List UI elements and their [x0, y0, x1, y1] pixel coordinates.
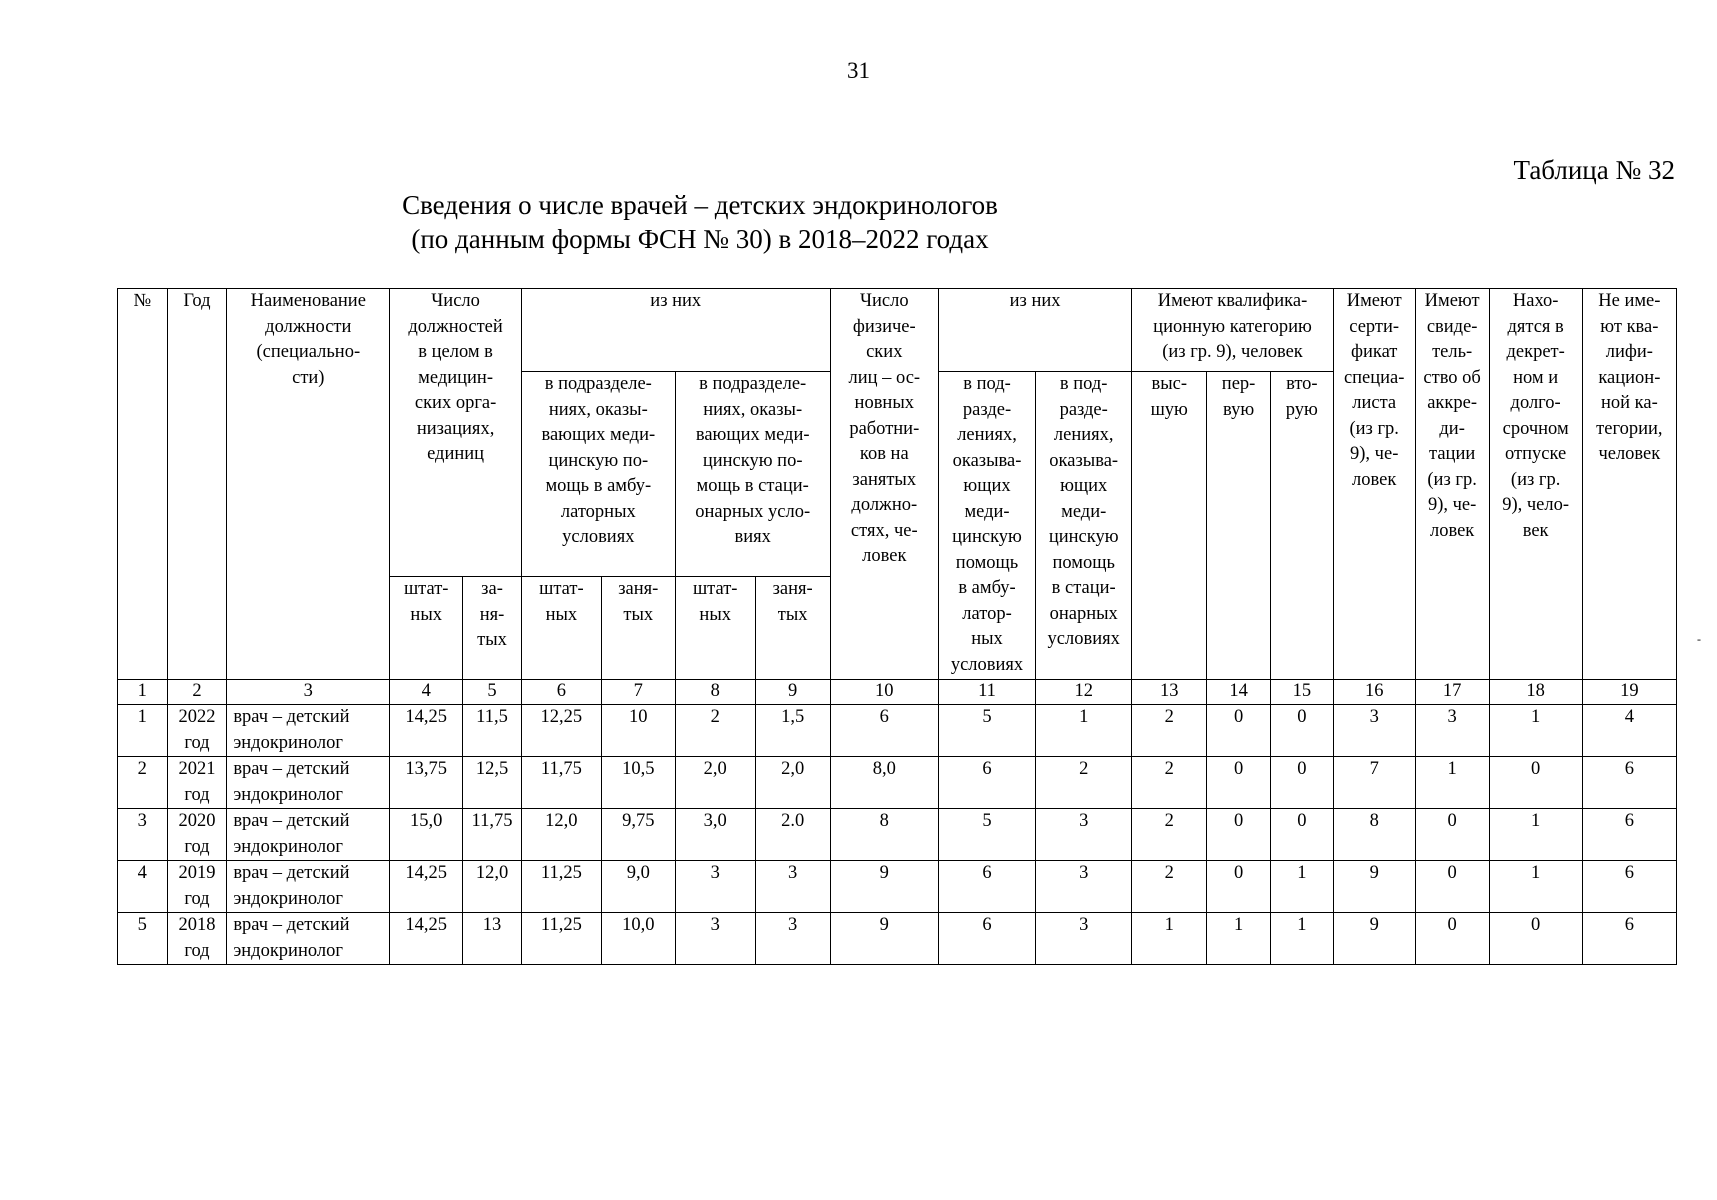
column-number: 1 [118, 680, 168, 705]
value-cell: 11,75 [521, 757, 601, 809]
value-cell: 3 [1415, 705, 1489, 757]
value-cell: 10,5 [601, 757, 675, 809]
header-year: Год [167, 289, 227, 680]
header-staff: штат- ных [390, 577, 463, 680]
header-staff-outpatient: штат- ных [521, 577, 601, 680]
value-cell: 2.0 [755, 809, 830, 861]
value-cell: 14,25 [390, 913, 463, 965]
row-number-cell: 5 [118, 913, 168, 965]
value-cell: 15,0 [390, 809, 463, 861]
page-number: 31 [847, 58, 870, 83]
value-cell: 6 [938, 913, 1035, 965]
column-number: 13 [1132, 680, 1207, 705]
value-cell: 0 [1415, 861, 1489, 913]
value-cell: 3,0 [675, 809, 755, 861]
value-cell: 0 [1270, 757, 1333, 809]
header-persons-outpatient: в под- разде- лениях, оказыва- ющих меди- цинскую помощь в амбу- латор- ных условиях [938, 372, 1035, 680]
value-cell: 9 [830, 913, 938, 965]
column-number: 6 [521, 680, 601, 705]
column-number: 18 [1489, 680, 1582, 705]
position-name-cell: врач – детский эндокринолог [227, 705, 390, 757]
value-cell: 1 [1036, 705, 1132, 757]
value-cell: 3 [1036, 913, 1132, 965]
value-cell: 1,5 [755, 705, 830, 757]
header-position-name: Наименование должности (специально- сти) [227, 289, 390, 680]
position-name-cell: врач – детский эндокринолог [227, 861, 390, 913]
value-cell: 4 [1582, 705, 1676, 757]
value-cell: 2 [675, 705, 755, 757]
value-cell: 13 [463, 913, 522, 965]
header-certificate: Имеют серти- фикат специа- листа (из гр. 9), че- ловек [1333, 289, 1415, 680]
value-cell: 0 [1489, 757, 1582, 809]
value-cell: 9 [1333, 913, 1415, 965]
header-persons: Число физиче- ских лиц – ос- новных работни- ков на занятых должно- стях, че- ловек [830, 289, 938, 680]
table-title [0, 188, 1400, 256]
position-name-cell: врач – детский эндокринолог [227, 757, 390, 809]
row-number-cell: 3 [118, 809, 168, 861]
value-cell: 8,0 [830, 757, 938, 809]
header-outpatient-positions: в подразделе- ниях, оказы- вающих меди- цинскую по- мощь в амбу- латорных условиях [521, 372, 675, 577]
value-cell: 12,0 [521, 809, 601, 861]
table-row [118, 913, 1677, 965]
value-cell: 2 [1132, 757, 1207, 809]
value-cell: 1 [1132, 913, 1207, 965]
column-number: 9 [755, 680, 830, 705]
value-cell: 3 [755, 913, 830, 965]
value-cell: 1 [1489, 705, 1582, 757]
header-of-them-2: из них [938, 289, 1131, 372]
position-name-cell: врач – детский эндокринолог [227, 809, 390, 861]
row-number-cell: 4 [118, 861, 168, 913]
value-cell: 14,25 [390, 861, 463, 913]
value-cell: 6 [830, 705, 938, 757]
value-cell: 0 [1207, 705, 1271, 757]
value-cell: 3 [675, 913, 755, 965]
column-number-row [118, 680, 1677, 705]
value-cell: 2 [1132, 705, 1207, 757]
value-cell: 12,5 [463, 757, 522, 809]
header-occupied-inpatient: заня- тых [755, 577, 830, 680]
position-name-cell: врач – детский эндокринолог [227, 913, 390, 965]
value-cell: 0 [1207, 809, 1271, 861]
value-cell: 3 [755, 861, 830, 913]
value-cell: 9,75 [601, 809, 675, 861]
value-cell: 14,25 [390, 705, 463, 757]
value-cell: 1 [1415, 757, 1489, 809]
year-cell: 2022 год [167, 705, 227, 757]
value-cell: 13,75 [390, 757, 463, 809]
value-cell: 3 [1036, 861, 1132, 913]
header-first-category: пер- вую [1207, 372, 1271, 680]
value-cell: 6 [1582, 757, 1676, 809]
doctors-table [117, 288, 1677, 965]
column-number: 2 [167, 680, 227, 705]
value-cell: 6 [1582, 861, 1676, 913]
column-number: 7 [601, 680, 675, 705]
year-cell: 2019 год [167, 861, 227, 913]
value-cell: 11,25 [521, 913, 601, 965]
value-cell: 6 [1582, 913, 1676, 965]
value-cell: 2,0 [755, 757, 830, 809]
value-cell: 5 [938, 705, 1035, 757]
value-cell: 6 [1582, 809, 1676, 861]
value-cell: 6 [938, 861, 1035, 913]
table-row [118, 757, 1677, 809]
column-number: 8 [675, 680, 755, 705]
column-number: 16 [1333, 680, 1415, 705]
column-number: 17 [1415, 680, 1489, 705]
column-number: 5 [463, 680, 522, 705]
value-cell: 0 [1415, 913, 1489, 965]
column-number: 12 [1036, 680, 1132, 705]
header-inpatient-positions: в подразделе- ниях, оказы- вающих меди- цинскую по- мощь в стаци- онарных усло- виях [675, 372, 830, 577]
header-persons-inpatient: в под- разде- лениях, оказыва- ющих меди- цинскую помощь в стаци- онарных условиях [1036, 372, 1132, 680]
value-cell: 8 [830, 809, 938, 861]
value-cell: 2,0 [675, 757, 755, 809]
value-cell: 2 [1132, 809, 1207, 861]
value-cell: 3 [1036, 809, 1132, 861]
column-number: 10 [830, 680, 938, 705]
value-cell: 11,75 [463, 809, 522, 861]
table-title-line-1: Сведения о числе врачей – детских эндокринологов [402, 190, 998, 220]
header-second-category: вто- рую [1270, 372, 1333, 680]
value-cell: 10 [601, 705, 675, 757]
header-no: № [118, 289, 168, 680]
value-cell: 6 [938, 757, 1035, 809]
column-number: 14 [1207, 680, 1271, 705]
header-no-category: Не име- ют ква- лифи- кацион- ной ка- тегории, человек [1582, 289, 1676, 680]
value-cell: 9 [1333, 861, 1415, 913]
column-number: 4 [390, 680, 463, 705]
value-cell: 10,0 [601, 913, 675, 965]
year-cell: 2021 год [167, 757, 227, 809]
year-cell: 2020 год [167, 809, 227, 861]
header-qualification-category: Имеют квалифика- ционную категорию (из гр. 9), человек [1132, 289, 1333, 372]
value-cell: 2 [1036, 757, 1132, 809]
value-cell: 1 [1489, 861, 1582, 913]
value-cell: 11,25 [521, 861, 601, 913]
table-label: Таблица № 32 [1513, 155, 1675, 185]
value-cell: 9,0 [601, 861, 675, 913]
value-cell: 12,25 [521, 705, 601, 757]
value-cell: 0 [1270, 705, 1333, 757]
header-accreditation: Имеют свиде- тель- ство об аккре- ди- тации (из гр. 9), че- ловек [1415, 289, 1489, 680]
value-cell: 12,0 [463, 861, 522, 913]
value-cell: 3 [1333, 705, 1415, 757]
header-highest-category: выс- шую [1132, 372, 1207, 680]
row-number-cell: 2 [118, 757, 168, 809]
value-cell: 7 [1333, 757, 1415, 809]
value-cell: 0 [1489, 913, 1582, 965]
header-maternity-leave: Нахо- дятся в декрет- ном и долго- срочном отпуске (из гр. 9), чело- век [1489, 289, 1582, 680]
column-number: 15 [1270, 680, 1333, 705]
value-cell: 0 [1415, 809, 1489, 861]
value-cell: 1 [1270, 861, 1333, 913]
value-cell: 0 [1207, 861, 1271, 913]
value-cell: 1 [1207, 913, 1271, 965]
margin-mark: - [1697, 632, 1701, 646]
row-number-cell: 1 [118, 705, 168, 757]
value-cell: 1 [1270, 913, 1333, 965]
value-cell: 3 [675, 861, 755, 913]
value-cell: 11,5 [463, 705, 522, 757]
value-cell: 1 [1489, 809, 1582, 861]
value-cell: 9 [830, 861, 938, 913]
column-number: 11 [938, 680, 1035, 705]
table-title-line-2: (по данным формы ФСН № 30) в 2018–2022 годах [411, 224, 989, 254]
table-row [118, 861, 1677, 913]
table-row [118, 705, 1677, 757]
column-number: 3 [227, 680, 390, 705]
year-cell: 2018 год [167, 913, 227, 965]
header-occupied-outpatient: заня- тых [601, 577, 675, 680]
value-cell: 2 [1132, 861, 1207, 913]
table-body [118, 705, 1677, 965]
table-row [118, 809, 1677, 861]
value-cell: 5 [938, 809, 1035, 861]
header-occupied: за- ня- тых [463, 577, 522, 680]
value-cell: 0 [1207, 757, 1271, 809]
header-of-them-1: из них [521, 289, 830, 372]
value-cell: 8 [1333, 809, 1415, 861]
header-staff-inpatient: штат- ных [675, 577, 755, 680]
column-number: 19 [1582, 680, 1676, 705]
header-positions-total: Число должностей в целом в медицин- ских орга- низациях, единиц [390, 289, 522, 577]
value-cell: 0 [1270, 809, 1333, 861]
